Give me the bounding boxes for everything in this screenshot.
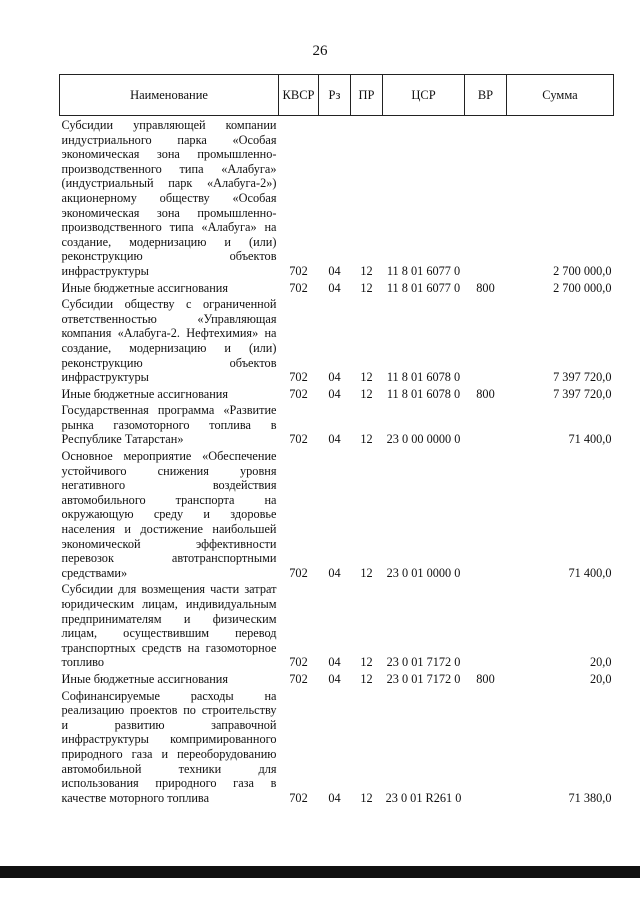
row-csr: 23 0 01 7172 0	[386, 671, 461, 686]
row-kvsr: 702	[289, 370, 308, 385]
row-name: Софинансируемые расходы на реализацию проектов по строительству и развитию заправочной инфраструктуры компримированного природного газа и переоборудованию автомобильной техники для использования природного газа в качестве моторного топлива	[61, 688, 277, 805]
row-csr: 11 8 01 6077 0	[386, 263, 461, 278]
row-pr: 12	[360, 790, 373, 805]
row-name: Иные бюджетные ассигнования	[61, 280, 229, 295]
table-row	[60, 687, 614, 806]
row-rz: 04	[328, 386, 341, 401]
header-pr: ПР	[351, 75, 383, 116]
row-csr: 11 8 01 6078 0	[386, 386, 461, 401]
row-rz: 04	[328, 671, 341, 686]
row-kvsr: 702	[289, 280, 308, 295]
header-csr: ЦСР	[383, 75, 465, 116]
row-vr	[465, 447, 507, 580]
table-row	[60, 447, 614, 580]
row-rz: 04	[328, 263, 341, 278]
table-row	[60, 295, 614, 385]
row-vr: 800	[476, 386, 495, 401]
row-kvsr: 702	[289, 565, 308, 580]
row-vr: 800	[476, 671, 495, 686]
row-sum: 2 700 000,0	[553, 263, 612, 278]
row-sum: 71 400,0	[568, 565, 612, 580]
row-sum: 2 700 000,0	[553, 280, 612, 295]
row-rz: 04	[328, 280, 341, 295]
row-vr	[465, 687, 507, 806]
row-name: Государственная программа «Развитие рынка газомоторного топлива в Республике Татарстан»	[61, 403, 277, 447]
row-pr: 12	[360, 280, 373, 295]
page-number: 26	[312, 43, 328, 59]
row-name: Субсидии обществу с ограниченной ответственностью «Управляющая компания «Алабуга-2. Нефтехимия» на создание, модернизацию и (или) реконструкцию объектов инфраструктуры	[61, 297, 277, 385]
row-kvsr: 702	[289, 432, 308, 447]
table-row	[60, 279, 614, 296]
header-sum: Сумма	[507, 75, 614, 116]
row-name: Основное мероприятие «Обеспечение устойчивого снижения уровня негативного воздействия автомобильного транспорта на окружающую среду и здоровье населения и достижение наибольшей экономической эффективности перевозок автотранспортными средствами»	[61, 449, 277, 580]
row-csr: 11 8 01 6078 0	[386, 370, 461, 385]
row-pr: 12	[360, 565, 373, 580]
row-vr	[465, 580, 507, 670]
table-row	[60, 580, 614, 670]
row-kvsr: 702	[289, 655, 308, 670]
row-pr: 12	[360, 263, 373, 278]
row-kvsr: 702	[289, 671, 308, 686]
row-csr: 23 0 01 7172 0	[386, 655, 461, 670]
table-row	[60, 670, 614, 687]
row-name: Иные бюджетные ассигнования	[61, 671, 229, 686]
row-csr: 11 8 01 6077 0	[386, 280, 461, 295]
row-pr: 12	[360, 655, 373, 670]
budget-table	[59, 74, 614, 805]
table-row	[60, 401, 614, 447]
row-csr: 23 0 01 0000 0	[386, 565, 461, 580]
table-header-row	[60, 75, 614, 116]
header-kvsr: КВСР	[279, 75, 319, 116]
row-sum: 20,0	[589, 671, 612, 686]
row-pr: 12	[360, 370, 373, 385]
header-rz: Рз	[319, 75, 351, 116]
row-sum: 20,0	[589, 655, 612, 670]
row-sum: 71 400,0	[568, 432, 612, 447]
row-name: Субсидии управляющей компании индустриального парка «Особая экономическая зона промышленно-производственного типа «Алабуга» (индустриальный парк «Алабуга-2») акционерному обществу «Особая экономическая зона промышленно-производственного типа «Алабуга» на создание, модернизацию и (или) реконструкцию объектов инфраструктуры	[61, 118, 277, 278]
row-rz: 04	[328, 565, 341, 580]
header-vr: ВР	[465, 75, 507, 116]
row-kvsr: 702	[289, 790, 308, 805]
row-csr: 23 0 01 R261 0	[385, 790, 462, 805]
row-rz: 04	[328, 790, 341, 805]
row-sum: 71 380,0	[568, 790, 612, 805]
row-sum: 7 397 720,0	[553, 370, 612, 385]
row-vr	[465, 401, 507, 447]
table-row	[60, 116, 614, 279]
row-pr: 12	[360, 671, 373, 686]
scan-edge-bar	[0, 866, 640, 878]
row-csr: 23 0 00 0000 0	[386, 432, 461, 447]
row-vr: 800	[476, 280, 495, 295]
row-name: Субсидии для возмещения части затрат юридическим лицам, индивидуальным предпринимателям и физическим лицам, осуществившим перевод транспортных средств на газомоторное топливо	[61, 582, 277, 670]
row-rz: 04	[328, 432, 341, 447]
row-vr	[465, 116, 507, 279]
row-sum: 7 397 720,0	[553, 386, 612, 401]
row-pr: 12	[360, 386, 373, 401]
row-kvsr: 702	[289, 386, 308, 401]
row-name: Иные бюджетные ассигнования	[61, 386, 229, 401]
row-pr: 12	[360, 432, 373, 447]
row-rz: 04	[328, 655, 341, 670]
header-name: Наименование	[60, 75, 279, 116]
row-rz: 04	[328, 370, 341, 385]
row-vr	[465, 295, 507, 385]
table-row	[60, 385, 614, 402]
row-kvsr: 702	[289, 263, 308, 278]
